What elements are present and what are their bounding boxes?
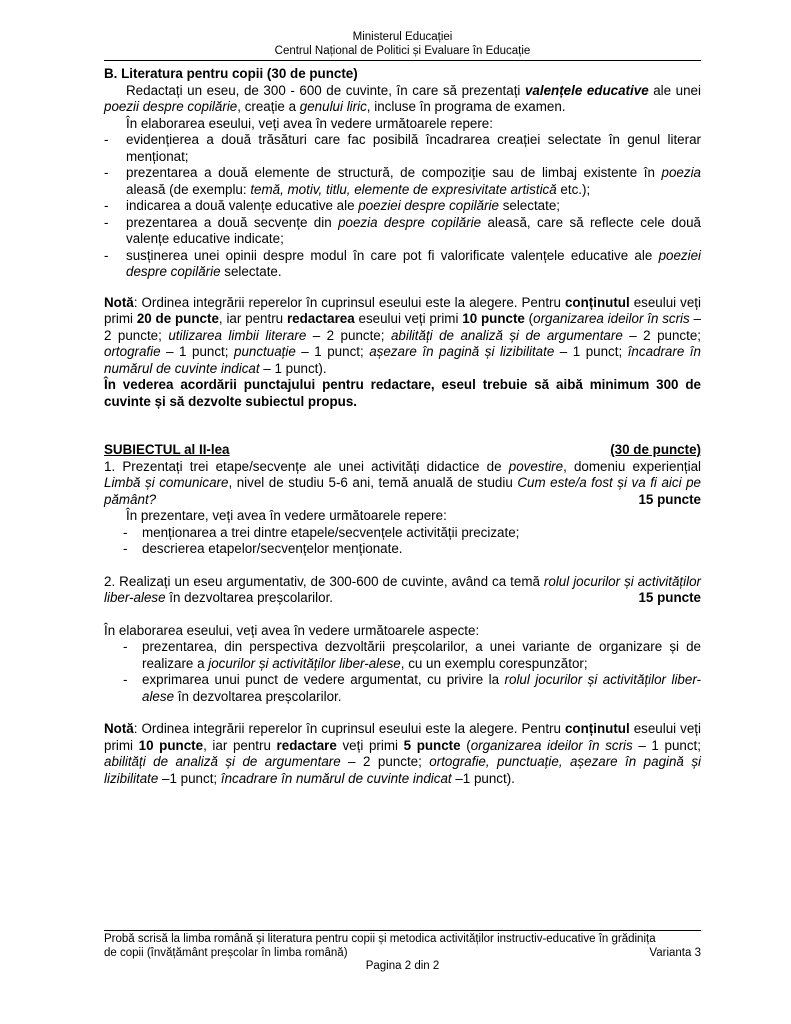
question-2: 2. Realizați un eseu argumentativ, de 300-600 de cuvinte, având ca temă rolul jocurilor și activităților liber-alese în dezvoltarea preșcolarilor. 15 puncte [104,573,701,605]
subject-2-points: (30 de puncte) [610,442,701,457]
header-divider [104,60,701,61]
document-body [104,66,701,787]
question-1-lead: În prezentare, veți avea în vedere următoarele repere: [126,508,447,523]
footer-variant: Varianta 3 [649,946,701,959]
section-b-note: Notă: Ordinea integrării reperelor în cuprinsul eseului este la alegere. Pentru conținutul eseului veți primi 20 de puncte, iar pentru redactarea eseului veți primi 10 puncte (organizarea ideilor în scris – 2 puncte; utilizarea limbii literare – 2 puncte; abilități de analiză și de argumentare – 2 puncte; ortografie – 1 punct; punctuație – 1 punct; așezare în pagină și lizibilitate – 1 punct; încadrare în numărul de cuvinte indicat – 1 punct). [104,294,702,376]
question-2-lead: În elaborarea eseului, veți avea în vedere următoarele aspecte: [104,622,480,638]
page-number: Pagina 2 din 2 [365,960,440,972]
header-center: Centrul Național de Politici și Evaluare în Educație [274,44,531,57]
requirement-item: - susținerea unei opinii despre modul în care pot fi valorificate valențele educative ale poeziei despre copilărie selectate. [104,248,701,281]
header-ministry: Ministerul Educației [352,31,453,43]
footer-exam-subtitle: de copii (învățământ preșcolar în limba română) [104,946,348,959]
requirement-item: - prezentarea, din perspectiva dezvoltării preșcolarilor, a unei variante de organizare și de realizare a jocurilor și activităților liber-alese, cu un exemplu corespunzător; [104,639,701,672]
section-b-warning: În vederea acordării punctajului pentru redactare, eseul trebuie să aibă minimum 300 de cuvinte și să dezvolte subiectul propus. [104,377,701,409]
footer-row [104,947,701,961]
requirement-item: - menționarea a trei dintre etapele/secvențele activității precizate; [104,525,701,542]
footer-divider [104,930,701,931]
page-footer [104,933,701,974]
requirement-item: - indicarea a două valențe educative ale poeziei despre copilărie selectate; [104,198,701,215]
requirement-item: - exprimarea unui punct de vedere argumentat, cu privire la rolul jocurilor și activităților liber-alese în dezvoltarea preșcolarilor. [104,672,701,705]
subject-2-note: Notă: Ordinea integrării reperelor în cuprinsul eseului este la alegere. Pentru conținutul eseului veți primi 10 puncte, iar pentru redactare veți primi 5 puncte (organizarea ideilor în scris – 1 punct; abilități de analiză și de argumentare – 2 puncte; ortografie, punctuație, așezare în pagină și lizibilitate –1 punct; încadrare în numărul de cuvinte indicat –1 punct). [104,721,701,786]
page-header [104,31,701,58]
question-1: 1. Prezentați trei etape/secvențe ale unei activități didactice de povestire, domeniu experiențial Limbă și comunicare, nivel de studiu 5-6 ani, temă anuală de studiu Cum este/a fost și va fi aici pe pământ? 15 puncte [104,458,702,507]
subject-2-heading [104,442,701,459]
question-1-points: 15 puncte [638,491,701,507]
requirement-item: - evidențierea a două trăsături care fac posibilă încadrarea creației selectate în genul literar menționat; [104,132,701,165]
section-b-intro: Redactați un eseu, de 300 - 600 de cuvinte, în care să prezentați valențele educative ale unei poezii despre copilărie, creație a genului liric, incluse în programa de examen. [104,82,701,114]
footer-exam-title: Probă scrisă la limba română și literatura pentru copii și metodica activităților instructiv-educative în grădinița [104,933,656,945]
requirement-item: - prezentarea a două elemente de structură, de compoziție sau de limbaj existente în poezia aleasă (de exemplu: temă, motiv, titlu, elemente de expresivitate artistică etc.); [104,165,701,198]
requirement-item: - descrierea etapelor/secvențelor menționate. [104,541,701,558]
section-b-requirements [104,132,701,281]
section-b-lead: În elaborarea eseului, veți avea în vedere următoarele repere: [126,115,493,131]
requirement-item: - prezentarea a două secvențe din poezia despre copilărie aleasă, care să reflecte cele două valențe educative indicate; [104,215,701,248]
question-2-points: 15 puncte [638,590,701,605]
question-1-requirements [104,525,701,558]
section-b-title: B. Literatura pentru copii (30 de puncte) [104,66,358,81]
question-2-requirements [104,639,701,705]
subject-2-title: SUBIECTUL al II-lea [104,442,230,457]
